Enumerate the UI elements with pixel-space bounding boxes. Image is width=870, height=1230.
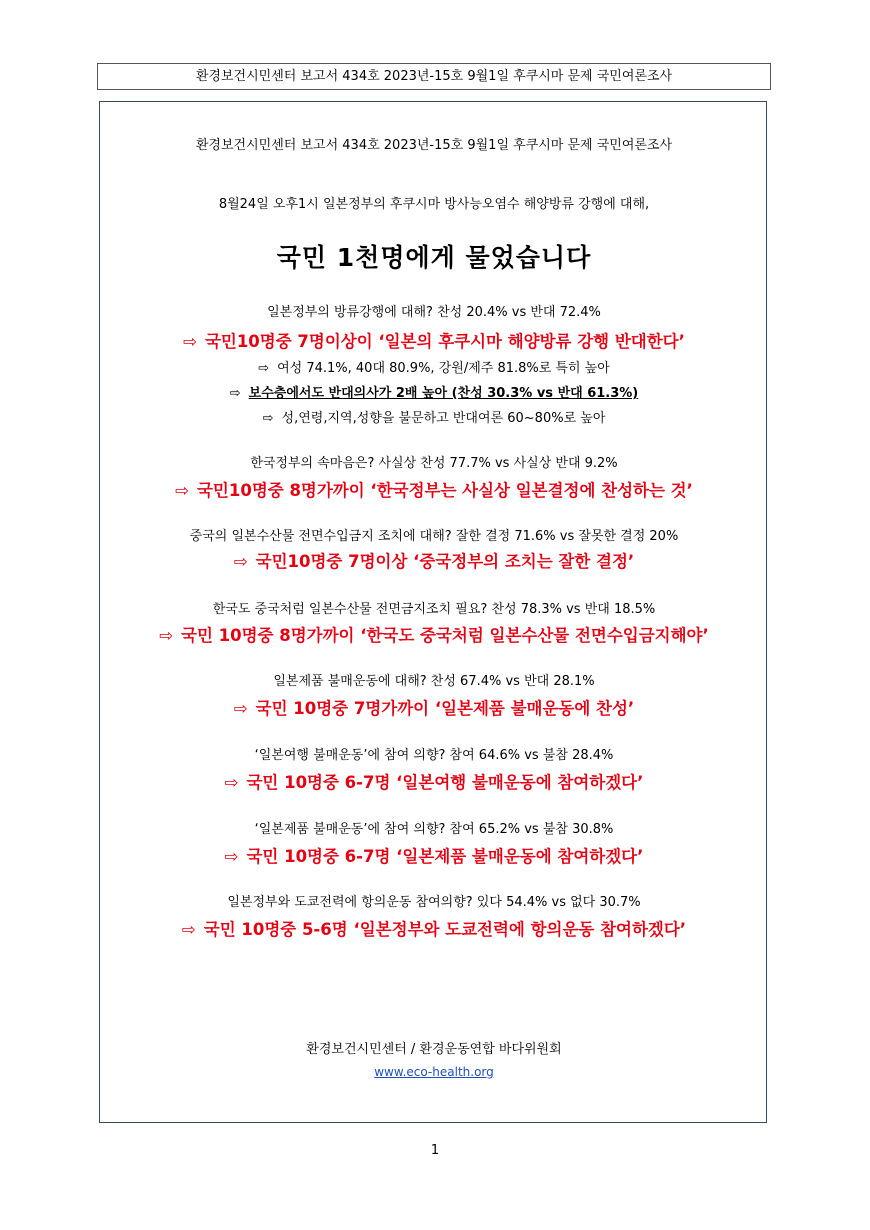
arrow-icon: ⇨ [175, 481, 189, 500]
question-3: 중국의 일본수산물 전면수입금지 조치에 대해? 잘한 결정 71.6% vs 잘못한 결정 20% [189, 529, 679, 544]
headline-5 [100, 695, 768, 719]
arrow-icon: ⇨ [233, 552, 248, 571]
question-2: 한국정부의 속마음은? 사실상 찬성 77.7% vs 사실상 반대 9.2% [250, 456, 618, 471]
headline-3 [100, 548, 768, 572]
point-1-2 [100, 382, 768, 401]
headline-text: 국민 10명중 6-7명 ‘일본제품 불매운동에 참여하겠다’ [246, 847, 644, 866]
report-title: 국민 1천명에게 물었습니다 [276, 243, 592, 272]
headline-text: 국민 10명중 7명가까이 ‘일본제품 불매운동에 찬성’ [255, 699, 635, 718]
headline-text: 국민 10명중 8명가까이 ‘한국도 중국처럼 일본수산물 전면수입금지해야’ [181, 626, 709, 645]
headline-text: 국민 10명중 6-7명 ‘일본여행 불매운동에 참여하겠다’ [246, 773, 644, 792]
headline-text: 국민10명중 7명이상 ‘중국정부의 조치는 잘한 결정’ [255, 552, 635, 571]
headline-4 [100, 622, 768, 646]
website-link[interactable]: www.eco-health.org [374, 1065, 494, 1079]
headline-6 [100, 769, 768, 793]
arrow-icon: ⇨ [262, 411, 274, 426]
question-6: ‘일본여행 불매운동’에 참여 의향? 참여 64.6% vs 불참 28.4% [254, 748, 614, 763]
point-1-1 [100, 357, 768, 376]
report-subheader: 환경보건시민센터 보고서 434호 2023년-15호 9월1일 후쿠시마 문제 국민여론조사 [195, 138, 673, 153]
point-text: 성,연령,지역,성향을 불문하고 반대여론 60~80%로 높아 [281, 411, 606, 426]
headline-text: 국민 10명중 5-6명 ‘일본정부와 도쿄전력에 항의운동 참여하겠다’ [203, 920, 687, 939]
question-5: 일본제품 불매운동에 대해? 찬성 67.4% vs 반대 28.1% [273, 674, 595, 689]
arrow-icon: ⇨ [258, 361, 270, 376]
page-header: 환경보건시민센터 보고서 434호 2023년-15호 9월1일 후쿠시마 문제 국민여론조사 [97, 63, 771, 90]
report-box [99, 101, 767, 1123]
arrow-icon: ⇨ [159, 626, 174, 645]
question-7: ‘일본제품 불매운동’에 참여 의향? 참여 65.2% vs 불참 30.8% [254, 822, 614, 837]
question-1: 일본정부의 방류강행에 대해? 찬성 20.4% vs 반대 72.4% [267, 305, 601, 320]
arrow-icon: ⇨ [183, 332, 197, 351]
intro-text: 8월24일 오후1시 일본정부의 후쿠시마 방사능오염수 해양방류 강행에 대해, [218, 197, 650, 212]
point-1-3 [100, 407, 768, 426]
question-8: 일본정부와 도쿄전력에 항의운동 참여의향? 있다 54.4% vs 없다 30.7% [227, 895, 641, 910]
arrow-icon: ⇨ [233, 699, 248, 718]
headline-1 [100, 328, 768, 352]
point-text: 여성 74.1%, 40대 80.9%, 강원/제주 81.8%로 특히 높아 [277, 361, 610, 376]
headline-text: 국민10명중 7명이상이 ‘일본의 후쿠시마 해양방류 강행 반대한다’ [204, 332, 685, 351]
arrow-icon: ⇨ [224, 847, 239, 866]
arrow-icon: ⇨ [181, 920, 196, 939]
point-text: 보수층에서도 반대의사가 2배 높아 (찬성 30.3% vs 반대 61.3%) [248, 386, 639, 401]
headline-8 [100, 916, 768, 940]
headline-2 [100, 477, 768, 501]
footer-link-wrap [100, 1061, 768, 1080]
arrow-icon: ⇨ [224, 773, 239, 792]
question-4: 한국도 중국처럼 일본수산물 전면금지조치 필요? 찬성 78.3% vs 반대 18.5% [212, 602, 656, 617]
headline-7 [100, 843, 768, 867]
headline-text: 국민10명중 8명가까이 ‘한국정부는 사실상 일본결정에 찬성하는 것’ [196, 481, 693, 500]
arrow-icon: ⇨ [229, 386, 241, 401]
footer-org: 환경보건시민센터 / 환경운동연합 바다위원회 [306, 1042, 562, 1057]
page-number: 1 [430, 1143, 440, 1158]
